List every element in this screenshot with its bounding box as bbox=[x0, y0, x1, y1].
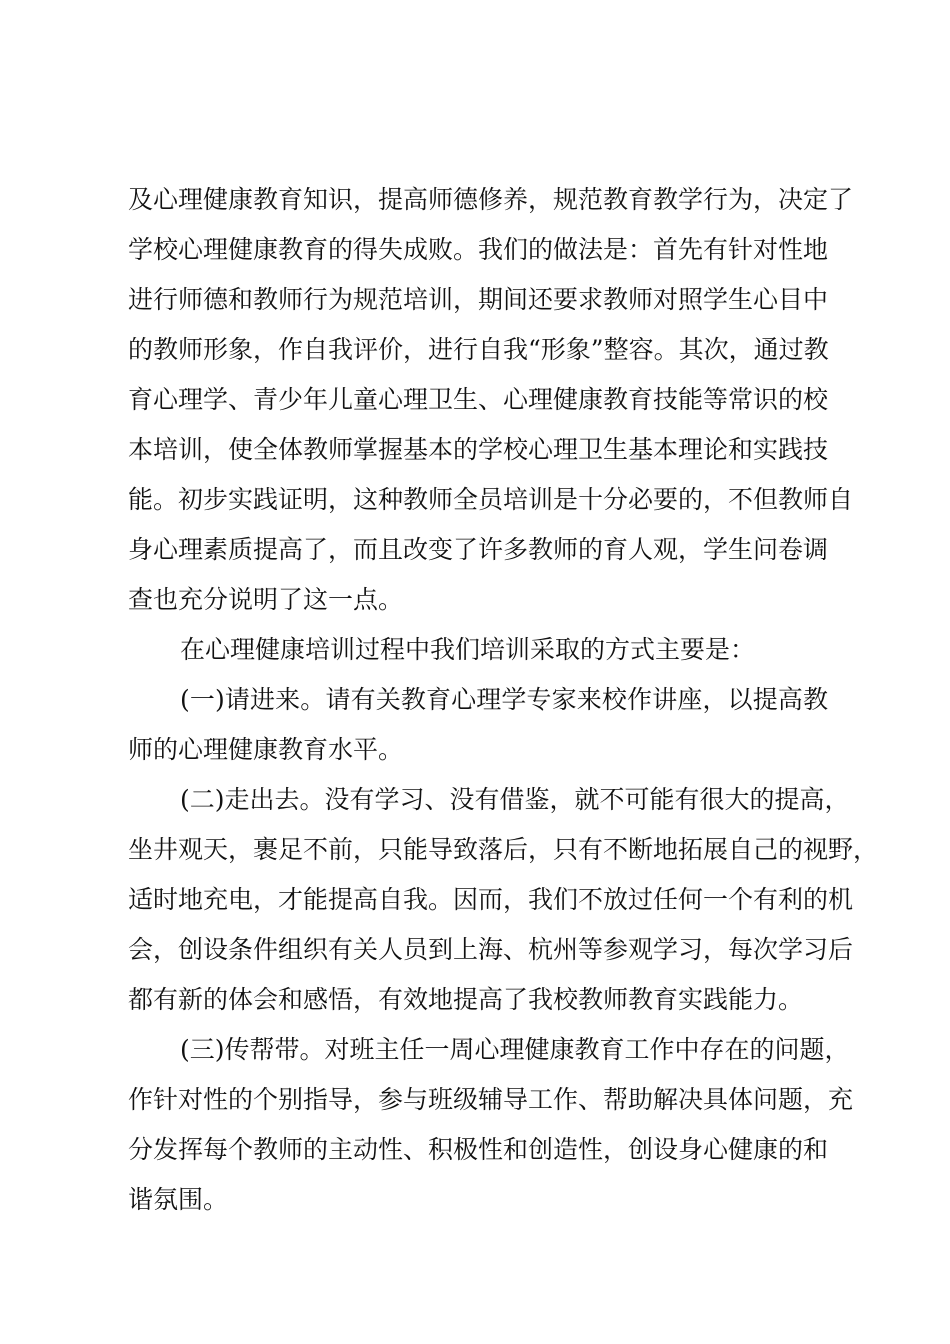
text-line: (三)传帮带。对班主任一周心理健康教育工作中存在的问题， bbox=[180, 1035, 850, 1064]
text-line: 身心理素质提高了，而且改变了许多教师的育人观，学生问卷调 bbox=[128, 535, 829, 564]
text-line: 谐氛围。 bbox=[128, 1185, 229, 1214]
text-line: 分发挥每个教师的主动性、积极性和创造性，创设身心健康的和 bbox=[128, 1135, 829, 1164]
text-line: 本培训，使全体教师掌握基本的学校心理卫生基本理论和实践技 bbox=[128, 435, 829, 464]
text-line: 学校心理健康教育的得失成败。我们的做法是：首先有针对性地 bbox=[128, 235, 829, 264]
text-line: 会，创设条件组织有关人员到上海、杭州等参观学习，每次学习后 bbox=[128, 935, 854, 964]
text-line: 适时地充电，才能提高自我。因而，我们不放过任何一个有利的机 bbox=[128, 885, 854, 914]
text-line: (二)走出去。没有学习、没有借鉴，就不可能有很大的提高， bbox=[180, 785, 850, 814]
text-line: 进行师德和教师行为规范培训，期间还要求教师对照学生心目中 bbox=[128, 285, 829, 314]
text-line: 都有新的体会和感悟，有效地提高了我校教师教育实践能力。 bbox=[128, 985, 804, 1014]
text-line: 查也充分说明了这一点。 bbox=[128, 585, 404, 614]
text-line: 育心理学、青少年儿童心理卫生、心理健康教育技能等常识的校 bbox=[128, 385, 829, 414]
text-line: (一)请进来。请有关教育心理学专家来校作讲座，以提高教 bbox=[180, 685, 828, 714]
text-line: 及心理健康教育知识，提高师德修养，规范教育教学行为，决定了 bbox=[128, 185, 854, 214]
text-line: 的教师形象，作自我评价，进行自我“形象”整容。其次，通过教 bbox=[128, 335, 829, 364]
text-line: 师的心理健康教育水平。 bbox=[128, 735, 404, 764]
text-line: 在心理健康培训过程中我们培训采取的方式主要是： bbox=[180, 635, 756, 664]
text-line: 能。初步实践证明，这种教师全员培训是十分必要的，不但教师自 bbox=[128, 485, 854, 514]
text-line: 坐井观天，裹足不前，只能导致落后，只有不断地拓展自己的视野， bbox=[128, 835, 879, 864]
text-line: 作针对性的个别指导，参与班级辅导工作、帮助解决具体问题，充 bbox=[128, 1085, 854, 1114]
